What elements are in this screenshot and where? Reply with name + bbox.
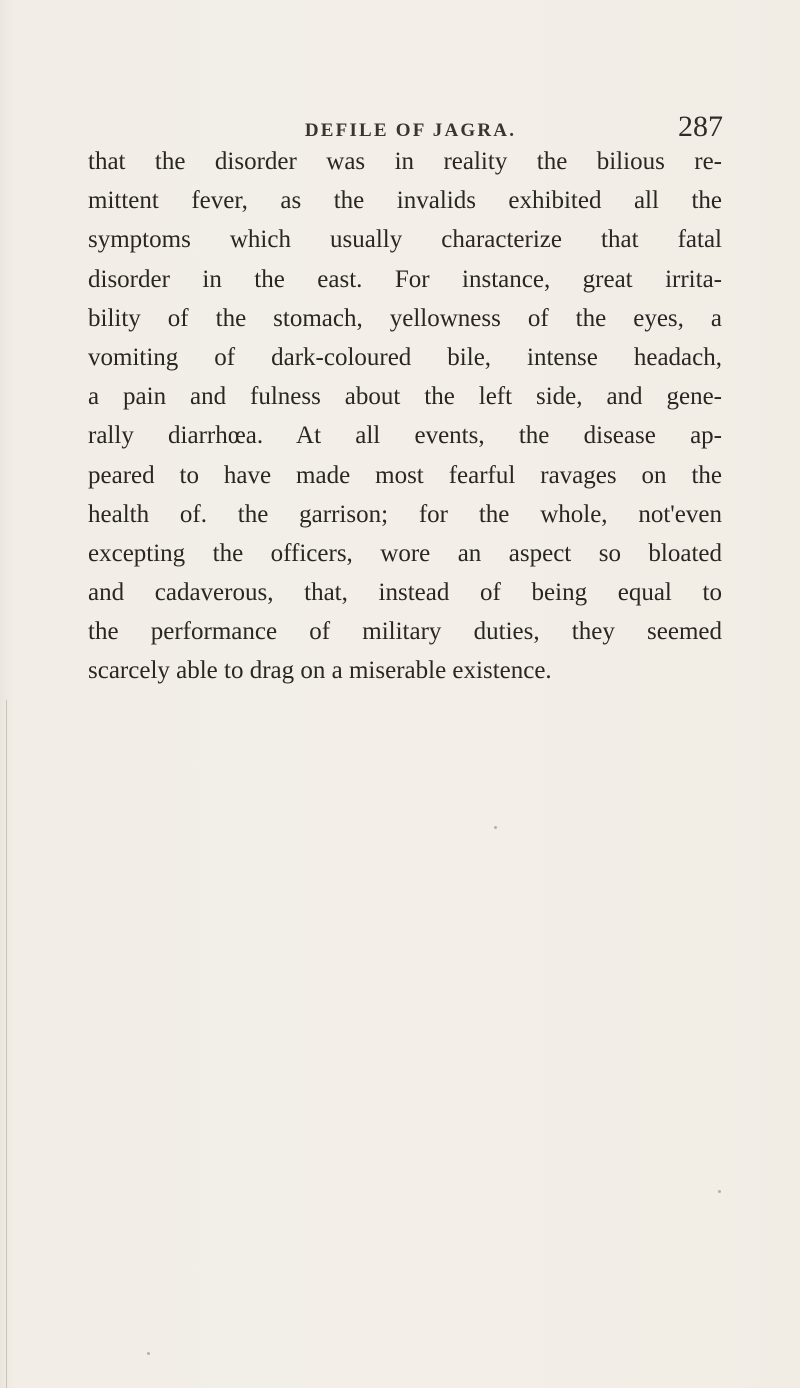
text-line-8: rally diarrhœa. At all events, the disease ap- [88, 422, 722, 450]
text-line-9: peared to have made most fearful ravages on the [88, 461, 722, 489]
text-line-6: vomiting of dark-coloured bile, intense headach, [88, 343, 722, 371]
text-line-5: bility of the stomach, yellowness of the eyes, a [88, 304, 722, 332]
text-line-14: scarcely able to drag on a miserable existence. [88, 657, 552, 685]
paper-speck [718, 1190, 721, 1193]
page-number: 287 [678, 110, 723, 143]
text-line-2: mittent fever, as the invalids exhibited all the [88, 187, 722, 215]
text-line-10: health of. the garrison; for the whole, not'even [88, 500, 722, 528]
text-line-11: excepting the officers, wore an aspect so bloated [88, 539, 722, 567]
text-line-4: disorder in the east. For instance, great irrita- [88, 265, 722, 293]
body-text [88, 142, 722, 691]
text-line-13: the performance of military duties, they seemed [88, 618, 722, 646]
text-line-3: symptoms which usually characterize that fatal [88, 226, 722, 254]
text-line-1: that the disorder was in reality the bilious re- [88, 148, 722, 175]
text-line-7: a pain and fulness about the left side, and gene- [88, 383, 722, 411]
text-line-12: and cadaverous, that, instead of being equal to [88, 579, 722, 607]
paper-speck [494, 826, 497, 829]
paper-speck [147, 1352, 150, 1355]
running-title: DEFILE OF JAGRA. [304, 120, 517, 141]
page-gutter-shadow [6, 700, 7, 1388]
